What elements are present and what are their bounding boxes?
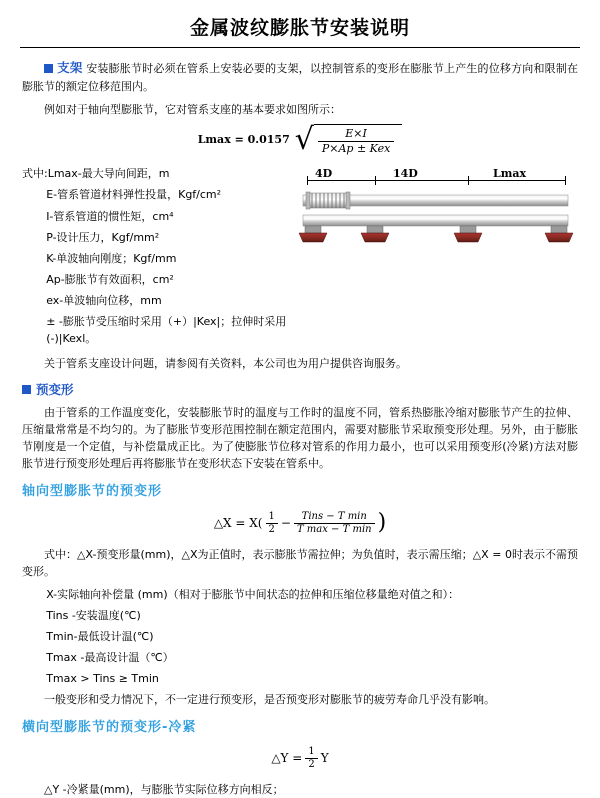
definition-item: Tmin-最低设计温(℃) bbox=[46, 629, 154, 643]
lateral-frac-den: 2 bbox=[305, 758, 317, 771]
subsection-axial-heading: 轴向型膨胀节的预变形 bbox=[22, 484, 163, 500]
definition-item: I-管系管道的惯性矩，cm⁴ bbox=[46, 209, 174, 223]
axial-equation-minus: − bbox=[280, 515, 291, 530]
lateral-note: △Y -冷紧量(mm)，与膨胀节实际位移方向相反； bbox=[44, 783, 284, 797]
figure-dimension-labels bbox=[293, 165, 578, 181]
figure-label-14d: 14D bbox=[393, 167, 418, 181]
definition-item: P-设计压力，Kgf/mm² bbox=[46, 230, 160, 244]
lmax-formula-lhs: Lmax = 0.0157 bbox=[197, 133, 290, 147]
square-bullet-icon bbox=[22, 385, 31, 394]
document-page bbox=[0, 14, 600, 797]
section-bracket-intro bbox=[22, 58, 578, 94]
document-body bbox=[0, 58, 600, 798]
lmax-formula bbox=[22, 121, 578, 157]
figure-dimension-line bbox=[307, 180, 565, 181]
figure-label-lmax: Lmax bbox=[493, 167, 527, 181]
lmax-formula-denominator: P×Ap ± Kex bbox=[318, 141, 394, 156]
axial-frac2-den: T max − T min bbox=[294, 523, 375, 536]
definition-item: Tmax > Tins ≥ Tmin bbox=[46, 671, 159, 685]
section-predeform-heading-row bbox=[22, 380, 578, 399]
section-predeform-para1: 由于管系的工作温度变化，安装膨胀节时的温度与工作时的温度不同，管系热膨胀冷缩对膨胀节产生的拉伸、压缩量常常是不均匀的。为了膨胀节变形范围控制在额定范围内，需要对膨胀节采取预变形处理。另外，由于膨胀节刚度是一个定值，与补偿量成正比。为了使膨胀节位移对管系的作用力最小，也可以采用预变形(冷紧)方法对膨胀节进行预变形处理后再将膨胀节在变形状态下安装在管系中。 bbox=[22, 406, 578, 471]
title-divider bbox=[20, 47, 580, 48]
page-title: 金属波纹膨胀节安装说明 bbox=[189, 17, 410, 39]
section-bracket-para2: 例如对于轴向型膨胀节，它对管系支座的基本要求如图所示： bbox=[44, 102, 341, 116]
subsection-lateral-heading: 横向型膨胀节的预变形-冷紧 bbox=[22, 719, 197, 735]
axial-frac1-den: 2 bbox=[266, 523, 278, 536]
sqrt-icon: √ $\frac{E\times I}{\text{P×Ap ± Kex}}$ bbox=[295, 124, 403, 156]
figure-tick-1 bbox=[307, 176, 308, 185]
lateral-equation-lhs: △Y = bbox=[271, 751, 303, 766]
axial-closing-note: 一般变形和受力情况下，不一定进行预变形，是否预变形对膨胀节的疲劳寿命几乎没有影响。 bbox=[44, 692, 495, 706]
figure-tick-4 bbox=[565, 176, 566, 185]
definition-item: ex-单波轴向位移，mm bbox=[46, 293, 162, 307]
definition-item: Tmax -最高设计温（℃） bbox=[46, 650, 174, 664]
bracket-closing-note: 关于管系支座设计问题，请参阅有关资料，本公司也为用户提供咨询服务。 bbox=[44, 356, 407, 370]
definition-item: Tins -安装温度(℃) bbox=[46, 608, 141, 622]
definition-item: E-管系管道材料弹性投量，Kgf/cm² bbox=[46, 188, 222, 202]
axial-equation-rhs: ) bbox=[377, 510, 387, 536]
axial-note: 式中：△X-预变形量(mm)，△X为正值时，表示膨胀节需拉伸；为负值时，表示需压缩；△X = 0时表示不需预变形。 bbox=[22, 547, 578, 578]
piping-diagram-svg bbox=[293, 189, 578, 279]
lateral-equation-rhs: Y bbox=[320, 751, 329, 766]
section-bracket-para1: 安装膨胀节时必须在管系上安装必要的支架，以控制管系的变形在膨胀节上产生的位移方向和限制在膨胀节的额定位移范围内。 bbox=[22, 62, 578, 93]
square-bullet-icon bbox=[44, 64, 53, 73]
lateral-equation bbox=[22, 746, 578, 771]
axial-frac2-num: Tins − T min bbox=[301, 510, 367, 522]
definition-item: 式中:Lmax-最大导向间距，m bbox=[22, 167, 170, 181]
figure-label-4d: 4D bbox=[315, 167, 333, 181]
axial-frac1-num: 1 bbox=[268, 510, 275, 522]
definition-item: X-实际轴向补偿量 (mm)（相对于膨胀节中间状态的拉伸和压缩位移量绝对值之和）： bbox=[46, 587, 460, 601]
section-predeform-heading: 预变形 bbox=[36, 381, 74, 397]
figure-tick-2 bbox=[375, 176, 376, 185]
section-bracket-heading: 支架 bbox=[57, 60, 83, 76]
bracket-definitions bbox=[22, 165, 287, 350]
definition-item: ± -膨胀节受压缩时采用（+）|Kex|；拉伸时采用(-)|Kexl。 bbox=[46, 314, 287, 345]
definition-item: Ap-膨胀节有效面积，cm² bbox=[46, 272, 174, 286]
axial-equation-lhs: △X = X( bbox=[213, 515, 263, 530]
axial-definitions bbox=[22, 586, 578, 687]
axial-equation bbox=[22, 511, 578, 536]
figure-tick-3 bbox=[468, 176, 469, 185]
definition-item: K-单波轴向刚度；Kgf/mm bbox=[46, 251, 177, 265]
expansion-joint-figure bbox=[293, 165, 578, 280]
lateral-frac-num: 1 bbox=[308, 746, 315, 758]
lmax-formula-numerator: E×I bbox=[345, 126, 367, 140]
